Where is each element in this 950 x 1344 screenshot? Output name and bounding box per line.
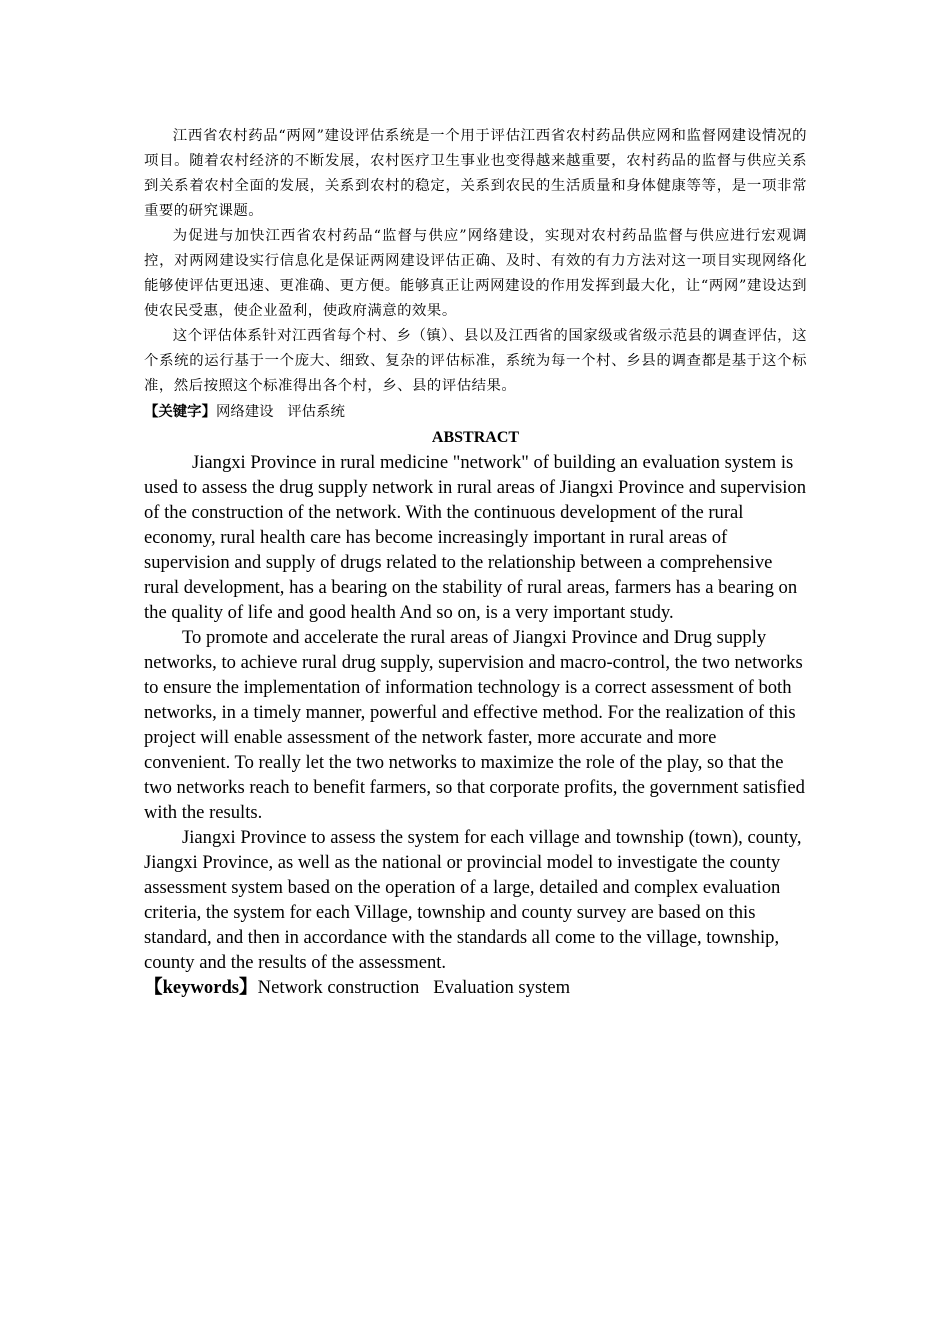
abstract-paragraph-2: To promote and accelerate the rural areas of Jiangxi Province and Drug supply networks, to achieve rural drug supply, supervision and macro-control, the two networks to ensure the implementation of information technology is a correct assessment of both networks, in a timely manner, powerful and effective method. For the realization of this project will enable assessment of the network faster, more accurate and more convenient. To really let the two networks to maximize the role of the play, so that the two networks reach to benefit farmers, so that corporate profits, the government satisfied with the results. [144,627,805,823]
chinese-keyword-2: 评估系统 [287,404,345,420]
english-keyword-2: Evaluation system [433,977,571,998]
english-keywords-label: 【keywords】 [144,977,258,998]
abstract-heading: ABSTRACT [431,429,520,446]
abstract-paragraph-3: Jiangxi Province to assess the system for each village and township (town), county, Jiangxi Province, as well as the national or provincial model to investigate the county assessment system based on the operation of a large, detailed and complex evaluation criteria, the system for each Village, township and county survey are based on this standard, and then in accordance with the standards all come to the village, township, county and the results of the assessment. [144,827,802,973]
document-page [144,124,807,1000]
chinese-keywords [144,399,807,425]
abstract-paragraph-1: Jiangxi Province in rural medicine "network" of building an evaluation system is used to assess the drug supply network in rural areas of Jiangxi Province and supervision of the construction of the network. With the continuous development of the rural economy, rural health care has become increasingly important in rural areas of supervision and supply of drugs related to the relationship between a comprehensive rural development, has a bearing on the stability of rural areas, farmers has a bearing on the quality of life and good health And so on, is a very important study. [144,452,807,623]
chinese-paragraph-3: 这个评估体系针对江西省每个村、乡（镇）、县以及江西省的国家级或省级示范县的调查评估，这个系统的运行基于一个庞大、细致、复杂的评估标准，系统为每一个村、乡县的调查都是基于这个标准，然后按照这个标准得出各个村，乡、县的评估结果。 [144,328,807,394]
chinese-paragraph-2: 为促进与加快江西省农村药品“监督与供应”网络建设，实现对农村药品监督与供应进行宏观调控，对两网建设实行信息化是保证两网建设评估正确、及时、有效的有力方法对这一项目实现网络化能够使评估更迅速、更准确、更方便。能够真正让两网建设的作用发挥到最大化，让“两网”建设达到使农民受惠，使企业盈利，使政府满意的效果。 [144,228,807,319]
english-keywords [144,975,807,1000]
chinese-keywords-label: 【关键字】 [144,403,216,420]
chinese-paragraph-1: 江西省农村药品“两网”建设评估系统是一个用于评估江西省农村药品供应网和监督网建设情况的项目。随着农村经济的不断发展，农村医疗卫生事业也变得越来越重要，农村药品的监督与供应关系到关系着农村全面的发展，关系到农村的稳定，关系到农民的生活质量和身体健康等等，是一项非常重要的研究课题。 [144,128,807,219]
english-keyword-1: Network construction [257,977,420,998]
chinese-keyword-1: 网络建设 [215,404,274,420]
